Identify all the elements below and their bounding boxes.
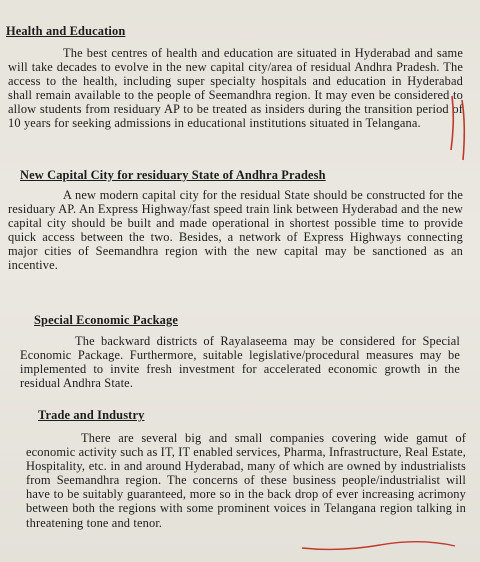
section-heading-health-education: Health and Education <box>6 24 126 38</box>
section-body-trade-industry: There are several big and small companies covering wide gamut of economic activity such as IT, IT enabled services, Pharma, Infrastructure, Real Estate, Hospitality, etc. in and around Hyderabad, many of which are owned by industrialists from Seemandhra region. The concerns of these business people/industrialist will have to be suitably guaranteed, more so in the back drop of ever increasing acrimony between both the regions with some prominent voices in Telangana region talking in threatening tone and tenor. <box>26 431 466 530</box>
underline-scribble <box>302 542 455 550</box>
section-heading-trade-industry: Trade and Industry <box>38 408 145 422</box>
section-body-new-capital: A new modern capital city for the residual State should be constructed for the residuary AP. An Express Highway/fast speed train link between Hyderabad and the new capital city should be built and made operational in shortest possible time to provide quick access between the two. Besides, a network of Express Highways connecting major cities of Seemandhra region with the new capital may be sanctioned as an incentive. <box>8 188 463 273</box>
section-body-economic-package: The backward districts of Rayalaseema may be considered for Special Economic Package. Furthermore, suitable legislative/procedural measures may be implemented to invite fresh investment for accelerated economic growth in the residual Andhra State. <box>20 334 460 391</box>
section-heading-new-capital: New Capital City for residuary State of Andhra Pradesh <box>20 168 326 182</box>
section-heading-economic-package: Special Economic Package <box>34 313 179 327</box>
section-body-health-education: The best centres of health and education are situated in Hyderabad and same will take decades to evolve in the new capital city/area of residual Andhra Pradesh. The access to the health, including super specialty hospitals and education in Hyderabad shall remain available to the people of Seemandhra region. It may even be considered to allow students from residuary AP to be treated as insiders during the transition period of 10 years for seeking admissions in educational institutions situated in Telangana. <box>8 46 463 131</box>
